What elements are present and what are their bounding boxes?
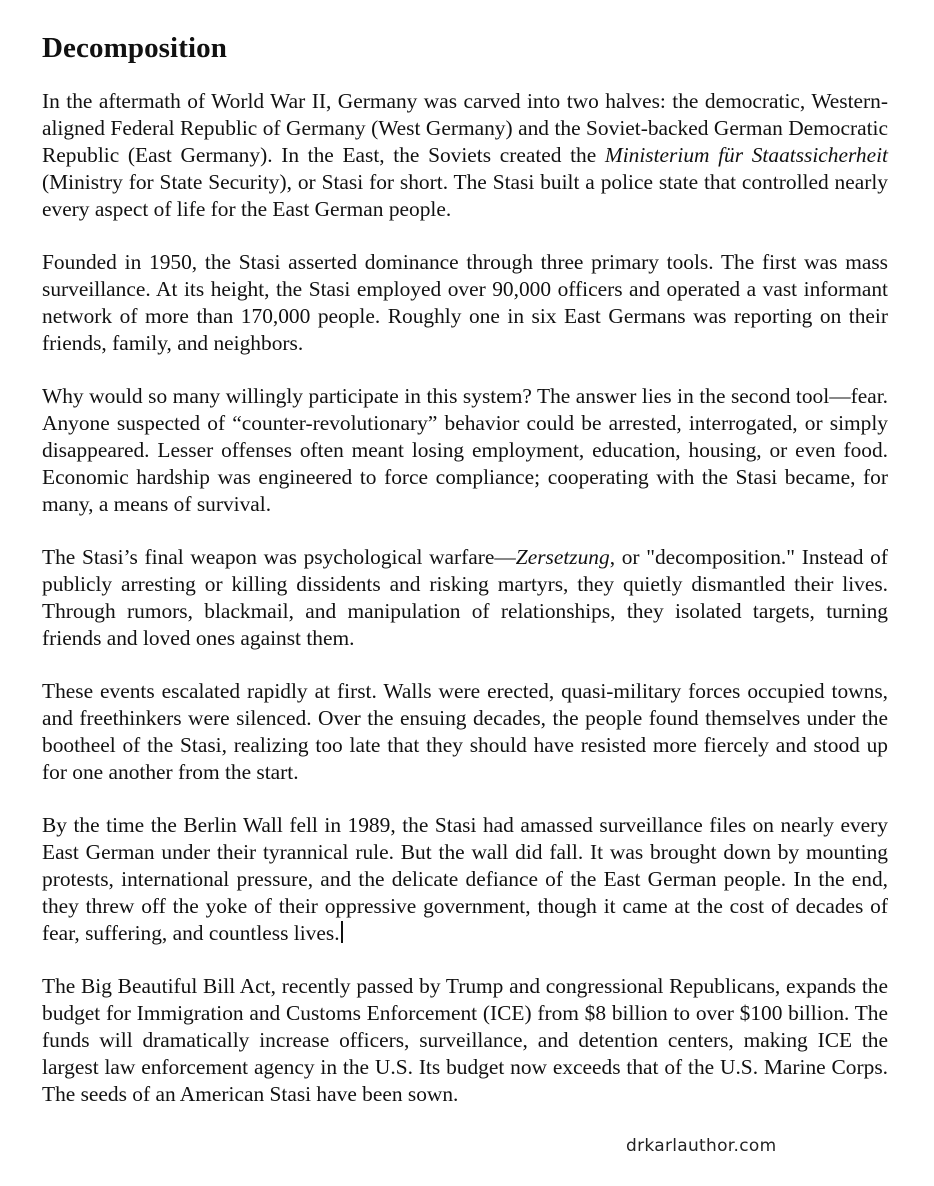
paragraph-text: Why would so many willingly participate in this system? The answer lies in the second tool—fear. Anyone suspected of “counter-revolutionary” behavior could be arrested, interrogated, or simply disappeared. Lesser offenses often meant losing employment, education, housing, or even food. Economic hardship was engineered to force compliance; cooperating with the Stasi became, for many, a means of survival. [42,384,888,516]
paragraph-4 [42,544,888,652]
paragraph-text: , or "decomposition." Instead of publicly arresting or killing dissidents and risking martyrs, they quietly dismantled their lives. Through rumors, blackmail, and manipulation of relationships, they isolated targets, turning friends and loved ones against them. [42,545,888,650]
italic-text: Zersetzung [515,545,610,569]
paragraph-2 [42,249,888,357]
paragraph-text: Founded in 1950, the Stasi asserted dominance through three primary tools. The first was mass surveillance. At its height, the Stasi employed over 90,000 officers and operated a vast informant network of more than 170,000 people. Roughly one in six East Germans was reporting on their friends, family, and neighbors. [42,250,888,355]
document-title: Decomposition [42,32,227,64]
paragraph-5 [42,678,888,786]
paragraph-1 [42,88,888,223]
paragraph-text: These events escalated rapidly at first. Walls were erected, quasi-military forces occupied towns, and freethinkers were silenced. Over the ensuing decades, the people found themselves under the bootheel of the Stasi, realizing too late that they should have resisted more fiercely and stood up for one another from the start. [42,679,888,784]
paragraph-text: (Ministry for State Security), or Stasi for short. The Stasi built a police state that controlled nearly every aspect of life for the East German people. [42,170,888,221]
paragraph-7 [42,973,888,1108]
text-cursor [341,921,343,943]
document-body[interactable] [42,88,888,1108]
paragraph-3 [42,383,888,518]
paragraph-text: In the aftermath of World War II, Germany was carved into two halves: the democratic, Western-aligned Federal Republic of Germany (West Germany) and the Soviet-backed German Democratic Republic (East Germany). In the East, the Soviets created the [42,89,888,167]
document-page [42,28,888,1134]
paragraph-text: The Stasi’s final weapon was psychological warfare— [42,545,516,569]
footer-website: drkarlauthor.com [626,1136,777,1156]
italic-text: Ministerium für Staatssicherheit [604,143,888,167]
paragraph-6 [42,812,888,947]
paragraph-text: The Big Beautiful Bill Act, recently passed by Trump and congressional Republicans, expands the budget for Immigration and Customs Enforcement (ICE) from $8 billion to over $100 billion. The funds will dramatically increase officers, surveillance, and detention centers, making ICE the largest law enforcement agency in the U.S. Its budget now exceeds that of the U.S. Marine Corps. The seeds of an American Stasi have been sown. [42,974,888,1106]
paragraph-text: By the time the Berlin Wall fell in 1989, the Stasi had amassed surveillance files on nearly every East German under their tyrannical rule. But the wall did fall. It was brought down by mounting protests, international pressure, and the delicate defiance of the East German people. In the end, they threw off the yoke of their oppressive government, though it came at the cost of decades of fear, suffering, and countless lives. [42,813,888,945]
